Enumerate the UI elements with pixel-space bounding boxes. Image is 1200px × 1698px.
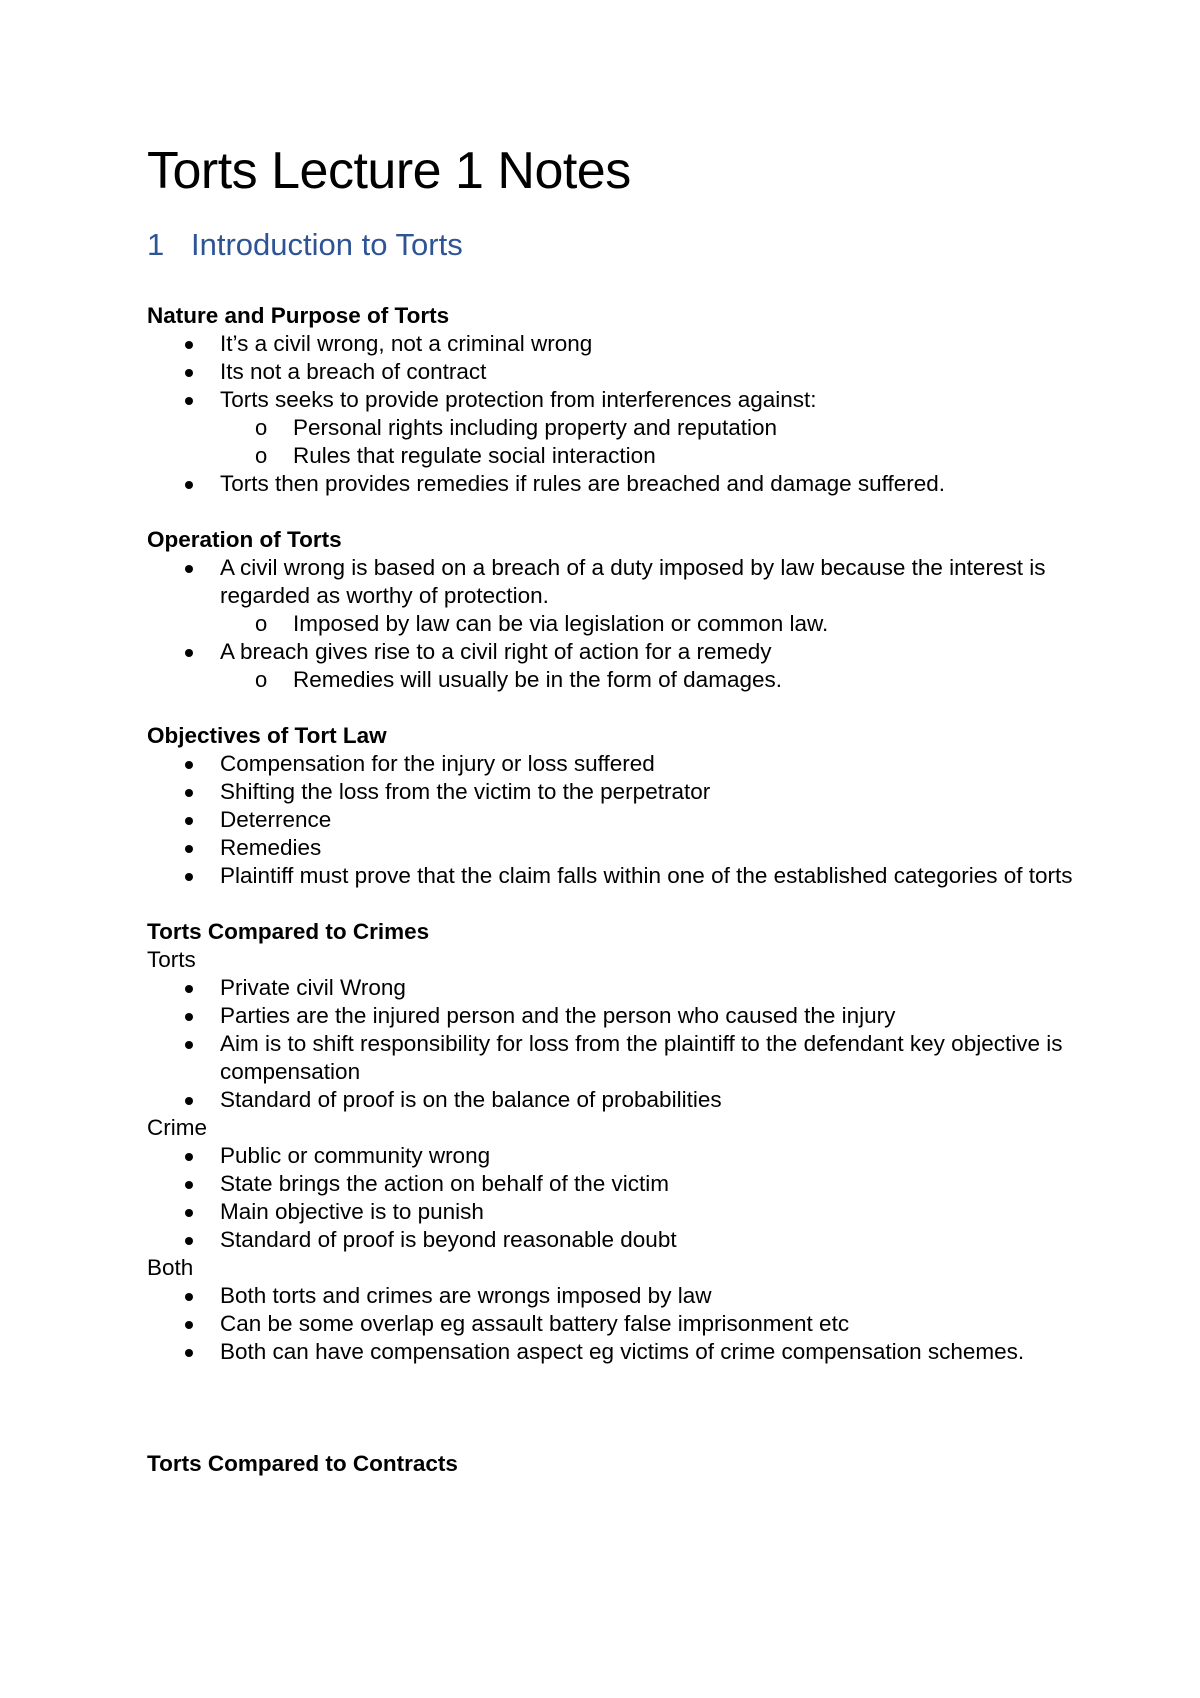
sub-list-item: o Imposed by law can be via legislation or common law. [255, 611, 829, 636]
list-item: Main objective is to punish [147, 1198, 1077, 1226]
list-item: A breach gives rise to a civil right of action for a remedy [147, 638, 1077, 666]
bullet-icon [185, 1293, 193, 1301]
section-comparison [147, 918, 1077, 1366]
list-item: Plaintiff must prove that the claim falls within one of the established categories of torts [147, 862, 1077, 890]
bullet-list [147, 330, 1077, 498]
bullet-icon [185, 789, 193, 797]
bullet-icon [185, 1209, 193, 1217]
section-contracts [147, 1450, 1077, 1478]
sub-bullet-icon: o [255, 443, 268, 468]
list-item: Standard of proof is on the balance of probabilities [147, 1086, 1077, 1114]
list-item: Both torts and crimes are wrongs imposed by law [147, 1282, 1077, 1310]
list-item: State brings the action on behalf of the victim [147, 1170, 1077, 1198]
document-page [147, 140, 1077, 1478]
heading-text: Introduction to Torts [191, 227, 463, 262]
section-nature [147, 302, 1077, 498]
section-objectives [147, 722, 1077, 890]
list-item: Shifting the loss from the victim to the perpetrator [147, 778, 1077, 806]
section-heading: Nature and Purpose of Torts [147, 303, 450, 328]
sub-bullet-icon: o [255, 611, 268, 636]
bullet-icon [185, 817, 193, 825]
list-item: It’s a civil wrong, not a criminal wrong [147, 330, 1077, 358]
bullet-icon [185, 649, 193, 657]
torts-label: Torts [147, 947, 196, 972]
bullet-icon [185, 397, 193, 405]
list-item: Compensation for the injury or loss suffered [147, 750, 1077, 778]
document-title: Torts Lecture 1 Notes [147, 142, 631, 200]
both-label: Both [147, 1255, 194, 1280]
list-item: Remedies [147, 834, 1077, 862]
bullet-list [147, 554, 1077, 694]
section-heading: Torts Compared to Contracts [147, 1451, 458, 1476]
bullet-icon [185, 1181, 193, 1189]
bullet-icon [185, 1321, 193, 1329]
bullet-icon [185, 1041, 193, 1049]
section-heading: Objectives of Tort Law [147, 723, 387, 748]
list-item: Torts seeks to provide protection from interferences against: [147, 386, 1077, 414]
bullet-icon [185, 1153, 193, 1161]
bullet-list [147, 750, 1077, 890]
sub-list-item: o Personal rights including property and reputation [255, 415, 778, 440]
bullet-icon [185, 761, 193, 769]
list-item: Parties are the injured person and the person who caused the injury [147, 1002, 1077, 1030]
list-item: A civil wrong is based on a breach of a duty imposed by law because the interest is regarded as worthy of protection. [147, 554, 1077, 610]
bullet-icon [185, 481, 193, 489]
list-item: Torts then provides remedies if rules are breached and damage suffered. [147, 470, 1077, 498]
list-item: Standard of proof is beyond reasonable doubt [147, 1226, 1077, 1254]
bullet-icon [185, 1097, 193, 1105]
sub-list-item: o Rules that regulate social interaction [255, 443, 656, 468]
bullet-icon [185, 1237, 193, 1245]
list-item: Can be some overlap eg assault battery false imprisonment etc [147, 1310, 1077, 1338]
bullet-icon [185, 1013, 193, 1021]
bullet-icon [185, 341, 193, 349]
bullet-icon [185, 1349, 193, 1357]
section-heading: Operation of Torts [147, 527, 342, 552]
bullet-list [147, 1142, 1077, 1254]
heading-introduction [147, 220, 1077, 270]
sub-bullet-icon: o [255, 667, 268, 692]
sub-list-item: o Remedies will usually be in the form of damages. [255, 667, 782, 692]
bullet-list [147, 974, 1077, 1114]
list-item: Aim is to shift responsibility for loss from the plaintiff to the defendant key objective is compensation [147, 1030, 1077, 1086]
list-item: Deterrence [147, 806, 1077, 834]
sub-bullet-icon: o [255, 415, 268, 440]
list-item: Public or community wrong [147, 1142, 1077, 1170]
list-item: Private civil Wrong [147, 974, 1077, 1002]
list-item: Its not a breach of contract [147, 358, 1077, 386]
bullet-icon [185, 845, 193, 853]
bullet-list [147, 1282, 1077, 1366]
crime-label: Crime [147, 1115, 207, 1140]
list-item: Both can have compensation aspect eg victims of crime compensation schemes. [147, 1338, 1077, 1366]
section-operation [147, 526, 1077, 694]
heading-number: 1 [147, 227, 165, 262]
section-heading: Torts Compared to Crimes [147, 919, 430, 944]
bullet-icon [185, 565, 193, 573]
bullet-icon [185, 985, 193, 993]
bullet-icon [185, 369, 193, 377]
bullet-icon [185, 873, 193, 881]
